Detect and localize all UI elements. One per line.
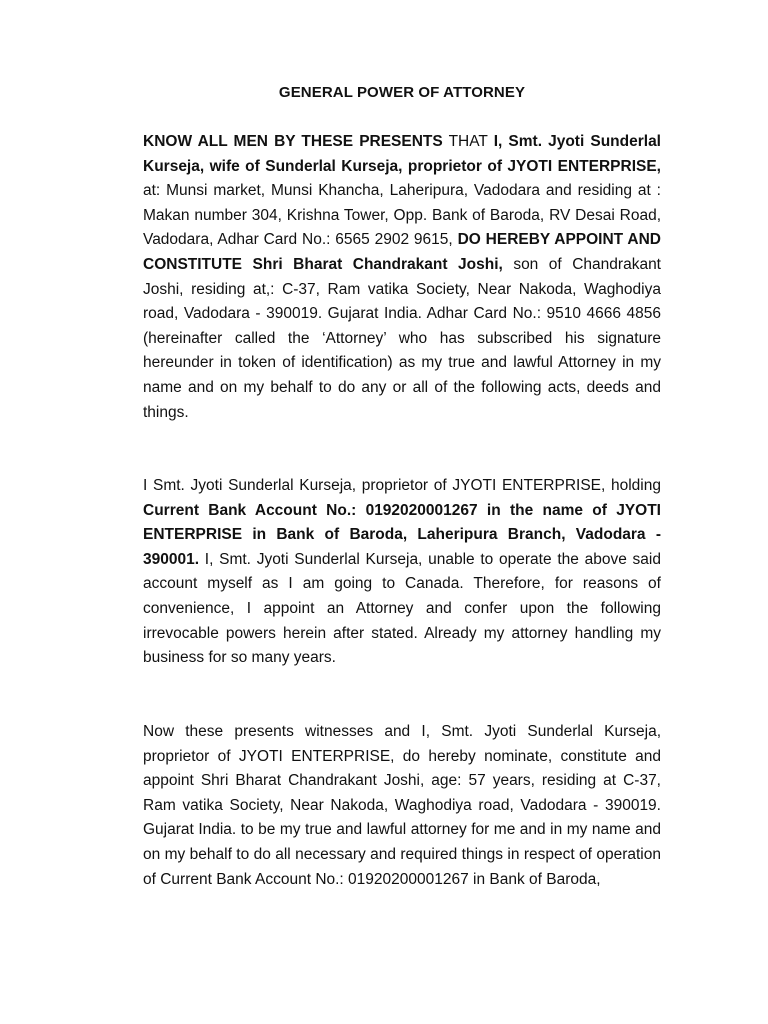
- paragraph-appointment: [143, 130, 661, 425]
- bold-text: I, Smt. Jyoti Sunderlal Kurseja, wife of Sunderlal Kurseja, proprietor of JYOTI ENTERPRISE,: [143, 133, 661, 175]
- body-text: I, Smt. Jyoti Sunderlal Kurseja, unable to operate the above said account myself as I am going to Canada. Therefore, for reasons of convenience, I appoint an Attorney and confer upon the following irrevocable powers herein after stated. Already my attorney handling my business for so many years.: [143, 550, 661, 667]
- bold-text: Current Bank Account No.: 0192020001267 in the name of JYOTI ENTERPRISE in Bank of Baroda, Laheripura Branch, Vadodara - 390001.: [143, 501, 661, 568]
- paragraph-nomination: [143, 720, 661, 892]
- body-text: Now these presents witnesses and I, Smt. Jyoti Sunderlal Kurseja, proprietor of JYOTI ENTERPRISE, do hereby nominate, constitute and appoint Shri Bharat Chandrakant Joshi, age: 57 years, residing at C-37, Ram vatika Society, Near Nakoda, Waghodiya road, Vadodara - 390019. Gujarat India. to be my true and lawful attorney for me and in my name and on my behalf to do all necessary and required things in respect of operation of Current Bank Account No.: 01920200001267 in Bank of Baroda,: [143, 723, 661, 888]
- body-text: THAT: [442, 133, 494, 150]
- paragraph-bank-account: [143, 474, 661, 671]
- bold-text: DO HEREBY APPOINT AND CONSTITUTE Shri Bharat Chandrakant Joshi,: [143, 231, 662, 273]
- document-title: GENERAL POWER OF ATTORNEY: [278, 84, 526, 101]
- body-text: son of Chandrakant Joshi, residing at,: C-37, Ram vatika Society, Near Nakoda, Waghodiya road, Vadodara - 390019. Gujarat India. Adhar Card No.: 9510 4666 4856 (hereinafter called the ‘Attorney’ who has subscribed his signature hereunder in token of identification) as my true and lawful Attorney in my name and on my behalf to do any or all of the following acts, deeds and things.: [143, 255, 661, 421]
- body-text: at: Munsi market, Munsi Khancha, Laheripura, Vadodara and residing at : Makan number 304, Krishna Tower, Opp. Bank of Baroda, RV Desai Road, Vadodara, Adhar Card No.: 6565 2902 9615,: [143, 182, 661, 249]
- bold-text: KNOW ALL MEN BY THESE PRESENTS: [143, 133, 443, 150]
- body-text: I Smt. Jyoti Sunderlal Kurseja, proprietor of JYOTI ENTERPRISE, holding: [143, 477, 661, 494]
